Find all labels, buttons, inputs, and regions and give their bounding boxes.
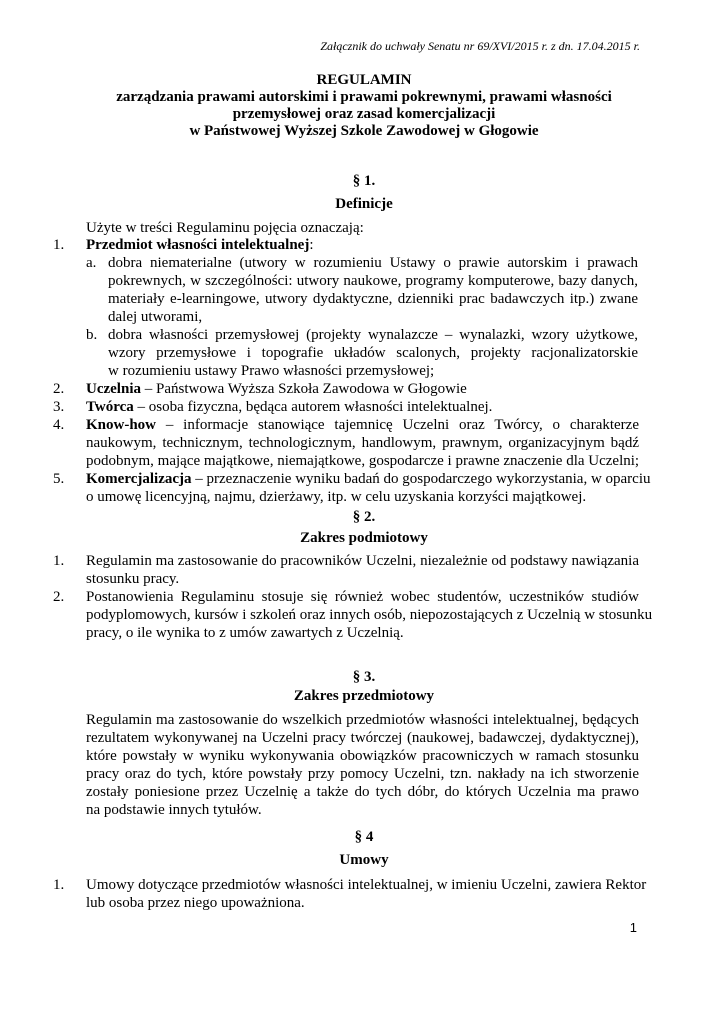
list-item (86, 380, 467, 399)
text-line: dobra niematerialne (utwory w rozumieniu Ustawy o prawie autorskim i prawach (108, 255, 638, 271)
text-line: stosunku pracy. (86, 571, 180, 587)
list-number: 4. (53, 417, 65, 433)
list-number: 1. (53, 237, 65, 253)
text-line: Postanowienia Regulaminu stosuje się również wobec studentów, uczestników studiów (86, 589, 639, 605)
term: Komercjalizacja (86, 471, 192, 487)
section-number: § 1. (352, 173, 376, 189)
section-heading: Zakres przedmiotowy (293, 688, 435, 704)
section-heading: Definicje (335, 196, 393, 212)
list-number: 1. (53, 553, 65, 569)
text-line: rezultatem wykonywanej na Uczelni pracy twórczej (naukowej, badawczej, dydaktycznej), (86, 730, 639, 746)
text-line: Regulamin ma zastosowanie do wszelkich przedmiotów własności intelektualnej, będących (86, 712, 639, 728)
text-line: naukowym, technicznym, technologicznym, handlowym, prawnym, organizacyjnym bądź (86, 435, 639, 451)
text-line: które powstały w wyniku wykonywania obowiązków pracowniczych w ramach stosunku (86, 748, 639, 764)
section-intro: Użyte w treści Regulaminu pojęcia oznaczają: (86, 220, 364, 236)
text-line: na podstawie innych tytułów. (86, 802, 262, 818)
term-definition: – Państwowa Wyższa Szkoła Zawodowa w Głogowie (140, 381, 467, 397)
section-number: § 2. (352, 509, 376, 525)
annex-note: Załącznik do uchwały Senatu nr 69/XVI/2015 r. z dn. 17.04.2015 r. (320, 39, 640, 53)
list-item (86, 470, 651, 489)
text-line: wzory przemysłowe i topografie układów scalonych, projekty racjonalizatorskie (108, 345, 638, 361)
term: Przedmiot własności intelektualnej (86, 237, 310, 253)
term-definition: – przeznaczenie wyniku badań do gospodarczego wykorzystania, w oparciu (191, 471, 651, 487)
text-line: Regulamin ma zastosowanie do pracowników Uczelni, niezależnie od podstawy nawiązania (86, 553, 639, 569)
term-definition: – osoba fizyczna, będąca autorem własności intelektualnej. (133, 399, 493, 415)
term: Know-how (86, 417, 157, 433)
text-line: pokrewnych, w szczególności: utwory naukowe, programy komputerowe, bazy danych, (108, 273, 638, 289)
section-heading: Umowy (339, 852, 389, 868)
text-line: o umowę licencyjną, najmu, dzierżawy, itp. w celu uzyskania korzyści majątkowej. (86, 489, 587, 505)
text-line: lub osoba przez niego upoważniona. (86, 895, 305, 911)
term: Twórca (86, 399, 134, 415)
text-line: Umowy dotyczące przedmiotów własności intelektualnej, w imieniu Uczelni, zawiera Rektor (86, 877, 647, 893)
document-title: REGULAMIN (316, 72, 412, 88)
list-number: 2. (53, 589, 65, 605)
text-line: podyplomowych, kursów i szkoleń oraz innych osób, niepozostających z Uczelnią w stosunku (86, 607, 653, 623)
document-subtitle-line: zarządzania prawami autorskimi i prawami pokrewnymi, prawami własności (116, 89, 612, 105)
list-item (86, 398, 492, 417)
list-number: 5. (53, 471, 65, 487)
text-line: pracy, o ile wynika to z umów zawartych z Uczelnią. (86, 625, 404, 641)
document-subtitle-line: w Państwowej Wyższej Szkole Zawodowej w Głogowie (189, 123, 539, 139)
section-number: § 4 (354, 829, 374, 845)
text-line: zostały poniesione przez Uczelnię a także do tych dóbr, do których Uczelnia ma prawo (86, 784, 639, 800)
list-number: 3. (53, 399, 65, 415)
list-item (86, 416, 639, 435)
page-number: 1 (629, 920, 637, 935)
term-suffix: : (309, 237, 314, 253)
list-number: 2. (53, 381, 65, 397)
list-number: 1. (53, 877, 65, 893)
text-line: podobnym, mające majątkowe, niemajątkowe, gospodarcze i prawne znaczenie dla Uczelni; (86, 453, 640, 469)
section-heading: Zakres podmiotowy (300, 530, 428, 546)
text-line: materiały e-learningowe, utwory dydaktyczne, dzienniki prac badawczych itp.) zwane (108, 291, 638, 307)
sublist-letter: b. (86, 327, 98, 343)
text-line: pracy oraz do tych, które powstały przy pomocy Uczelni, tzn. nakłady na ich stworzenie (86, 766, 639, 782)
sublist-letter: a. (86, 255, 97, 271)
term-definition: – informacje stanowiące tajemnicę Uczelni oraz Twórcy, o charakterze (156, 417, 639, 433)
document-subtitle-line: przemysłowej oraz zasad komercjalizacji (232, 106, 496, 122)
section-number: § 3. (352, 669, 376, 685)
text-line: dalej utworami, (108, 309, 203, 325)
text-line: w rozumieniu ustawy Prawo własności przemysłowej; (108, 363, 435, 379)
list-item (86, 236, 313, 255)
text-line: dobra własności przemysłowej (projekty wynalazcze – wynalazki, wzory użytkowe, (108, 327, 638, 343)
term: Uczelnia (86, 381, 141, 397)
